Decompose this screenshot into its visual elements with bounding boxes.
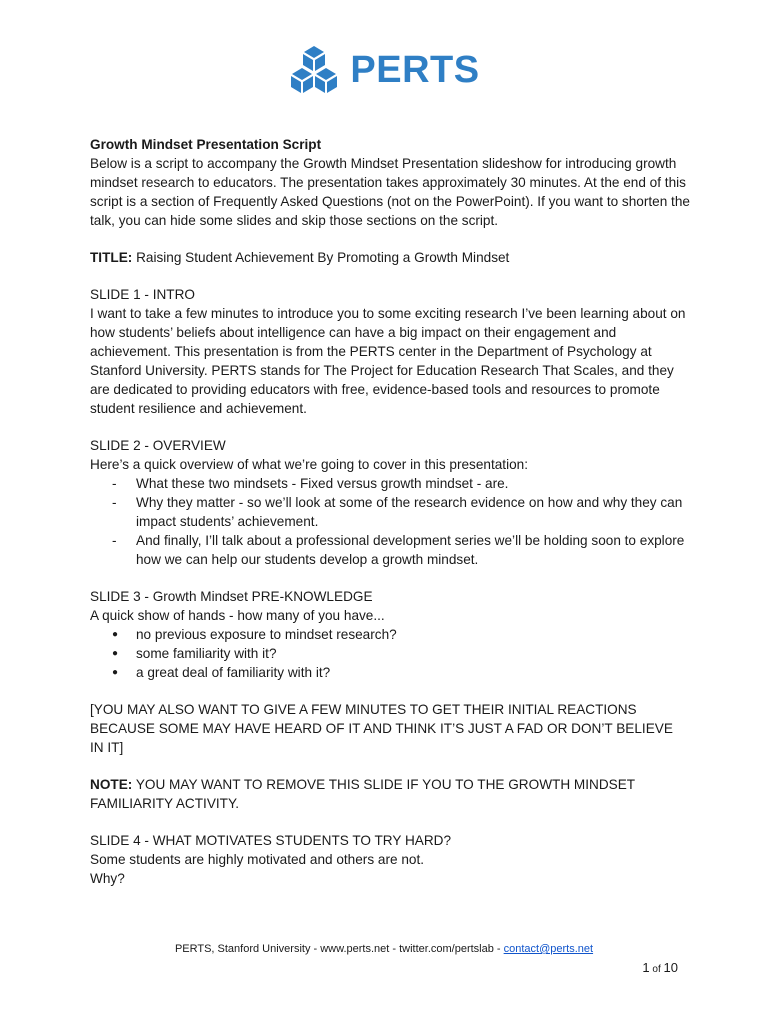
page-current: 1 xyxy=(642,960,650,975)
title-label: TITLE: xyxy=(90,250,133,265)
page-number xyxy=(642,960,678,975)
title-line xyxy=(90,248,690,267)
note-text: YOU MAY WANT TO REMOVE THIS SLIDE IF YOU TO THE GROWTH MINDSET FAMILIARITY ACTIVITY. xyxy=(90,777,635,811)
slide4-line2: Why? xyxy=(90,871,125,886)
list-item: - And finally, I’ll talk about a professional development series we’ll be holding soon to explore how we can help our students develop a growth mindset. xyxy=(90,531,690,569)
footer-text: PERTS, Stanford University - www.perts.net - twitter.com/pertslab - xyxy=(174,943,504,955)
contact-email-link[interactable]: contact@perts.net xyxy=(503,943,594,955)
bracket-note: [YOU MAY ALSO WANT TO GIVE A FEW MINUTES TO GET THEIR INITIAL REACTIONS BECAUSE SOME MAY HAVE HEARD OF IT AND THINK IT’S JUST A FAD OR DON’T BELIEVE IN IT] xyxy=(90,702,673,755)
page-of: of xyxy=(649,964,664,975)
slide2-intro: Here’s a quick overview of what we’re going to cover in this presentation: xyxy=(90,457,528,472)
list-item: - Why they matter - so we’ll look at some of the research evidence on how and why they can impact students’ achievement. xyxy=(90,493,690,531)
note-paragraph xyxy=(90,775,690,813)
intro-paragraph: Below is a script to accompany the Growth Mindset Presentation slideshow for introducing growth mindset research to educators. The presentation takes approximately 30 minutes. At the end of this script is a section of Frequently Asked Questions (not on the PowerPoint). If you want to shorten the talk, you can hide some slides and skip those sections on the script. xyxy=(90,156,690,228)
document-title: Growth Mindset Presentation Script xyxy=(90,137,322,152)
logo-text: PERTS xyxy=(350,48,480,91)
list-item: ● no previous exposure to mindset research? xyxy=(90,625,690,644)
slide4-heading: SLIDE 4 - WHAT MOTIVATES STUDENTS TO TRY HARD? xyxy=(90,833,452,848)
list-item: ● a great deal of familiarity with it? xyxy=(90,663,690,682)
slide1-heading: SLIDE 1 - INTRO xyxy=(90,287,195,302)
slide4-line1: Some students are highly motivated and others are not. xyxy=(90,852,424,867)
page-total: 10 xyxy=(663,960,678,975)
slide2-heading: SLIDE 2 - OVERVIEW xyxy=(90,438,226,453)
slide3-list xyxy=(90,625,690,682)
slide1-body: I want to take a few minutes to introduce you to some exciting research I’ve been learning about on how students’ beliefs about intelligence can have a big impact on their engagement and achievement. This presentation is from the PERTS center in the Department of Psychology at Stanford University. PERTS stands for The Project for Education Research That Scales, and they are dedicated to providing educators with free, evidence-based tools and resources to promote student resilience and achievement. xyxy=(90,306,686,416)
slide2-list xyxy=(90,474,690,569)
page-footer xyxy=(0,943,768,955)
cube-cluster-icon xyxy=(288,44,340,96)
slide3-heading: SLIDE 3 - Growth Mindset PRE-KNOWLEDGE xyxy=(90,589,373,604)
document-body xyxy=(90,135,690,888)
list-item: - What these two mindsets - Fixed versus growth mindset - are. xyxy=(90,474,690,493)
note-label: NOTE: xyxy=(90,777,133,792)
title-text: Raising Student Achievement By Promoting a Growth Mindset xyxy=(132,250,510,265)
slide3-intro: A quick show of hands - how many of you have... xyxy=(90,608,385,623)
list-item: ● some familiarity with it? xyxy=(90,644,690,663)
perts-logo xyxy=(0,44,768,96)
